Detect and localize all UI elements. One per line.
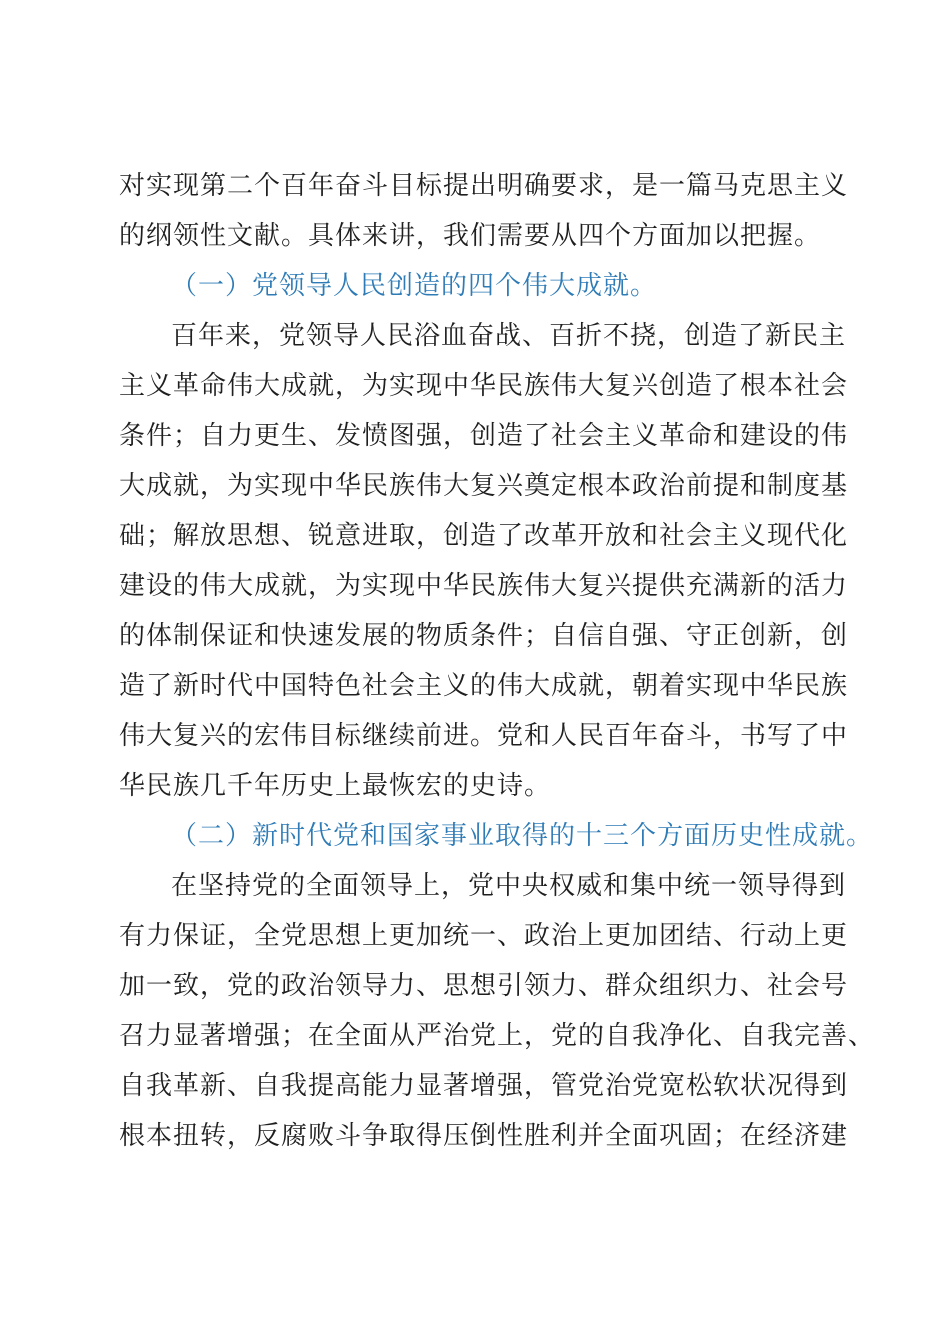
paragraph-line: 根本扭转，反腐败斗争取得压倒性胜利并全面巩固；在经济建 bbox=[119, 1121, 849, 1151]
paragraph-line: 大成就，为实现中华民族伟大复兴奠定根本政治前提和制度基 bbox=[119, 471, 849, 501]
paragraph-line: 伟大复兴的宏伟目标继续前进。党和人民百年奋斗，书写了中 bbox=[119, 721, 849, 751]
paragraph-line: 华民族几千年历史上最恢宏的史诗。 bbox=[119, 771, 552, 801]
paragraph-line: 对实现第二个百年奋斗目标提出明确要求，是一篇马克思主义 bbox=[119, 171, 849, 201]
paragraph-line: 的纲领性文献。具体来讲，我们需要从四个方面加以把握。 bbox=[119, 221, 822, 251]
paragraph-line: 造了新时代中国特色社会主义的伟大成就，朝着实现中华民族 bbox=[119, 671, 849, 701]
paragraph-line: 的体制保证和快速发展的物质条件；自信自强、守正创新，创 bbox=[119, 621, 849, 651]
paragraph-line: 础；解放思想、锐意进取，创造了改革开放和社会主义现代化 bbox=[119, 521, 849, 551]
paragraph-line: 在坚持党的全面领导上，党中央权威和集中统一领导得到 bbox=[171, 871, 847, 901]
paragraph-line: 条件；自力更生、发愤图强，创造了社会主义革命和建设的伟 bbox=[119, 421, 849, 451]
paragraph-line: 百年来，党领导人民浴血奋战、百折不挠，创造了新民主 bbox=[171, 321, 847, 351]
section-heading-2: （二）新时代党和国家事业取得的十三个方面历史性成就。 bbox=[171, 821, 874, 851]
paragraph-line: 召力显著增强；在全面从严治党上，党的自我净化、自我完善、 bbox=[119, 1021, 876, 1051]
section-heading-1: （一）党领导人民创造的四个伟大成就。 bbox=[171, 271, 658, 301]
paragraph-line: 建设的伟大成就，为实现中华民族伟大复兴提供充满新的活力 bbox=[119, 571, 849, 601]
paragraph-line: 自我革新、自我提高能力显著增强，管党治党宽松软状况得到 bbox=[119, 1071, 849, 1101]
paragraph-line: 有力保证，全党思想上更加统一、政治上更加团结、行动上更 bbox=[119, 921, 849, 951]
paragraph-line: 加一致，党的政治领导力、思想引领力、群众组织力、社会号 bbox=[119, 971, 849, 1001]
paragraph-line: 主义革命伟大成就，为实现中华民族伟大复兴创造了根本社会 bbox=[119, 371, 849, 401]
